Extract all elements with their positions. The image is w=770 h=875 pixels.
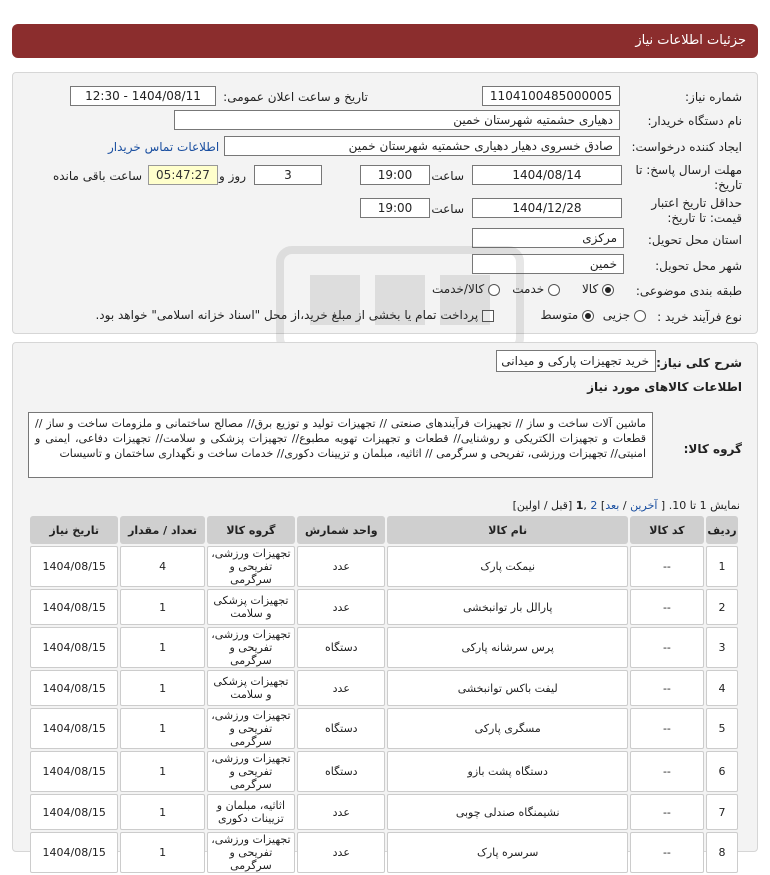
pager-page-1: 1 xyxy=(575,499,584,512)
table-row xyxy=(30,794,738,830)
validity-date-field: 1404/12/28 xyxy=(472,198,622,218)
pager-first: اولین xyxy=(516,499,541,512)
radio-medium-label: متوسط xyxy=(540,308,579,322)
radio-goods-label: کالا xyxy=(581,282,599,296)
item-name: پارالل بار توانبخشی xyxy=(387,589,627,625)
validity-time-field: 19:00 xyxy=(360,198,430,218)
row-number: 2 xyxy=(706,589,738,625)
table-row xyxy=(30,627,738,668)
col-code: کد کالا xyxy=(630,516,704,544)
desc-field: خرید تجهیزات پارکی و میدانی xyxy=(496,350,656,372)
item-qty: 1 xyxy=(120,627,204,668)
pager-count: نمایش 1 تا 10. xyxy=(668,499,740,512)
city-field: خمین xyxy=(472,254,624,274)
item-group: تجهیزات ورزشی، تفریحی و سرگرمی xyxy=(207,708,295,749)
table-row xyxy=(30,832,738,873)
item-date: 1404/08/15 xyxy=(30,589,118,625)
item-unit: عدد xyxy=(297,832,385,873)
item-unit: دستگاه xyxy=(297,627,385,668)
process-partial-option[interactable] xyxy=(603,308,646,322)
row-number: 5 xyxy=(706,708,738,749)
payment-checkbox[interactable] xyxy=(482,310,494,322)
col-row: ردیف xyxy=(706,516,738,544)
item-date: 1404/08/15 xyxy=(30,751,118,792)
pager: نمایش 1 تا 10. [ آخرین / بعد] 2 ,1 [قبل / اولین] xyxy=(512,499,740,512)
col-name: نام کالا xyxy=(387,516,627,544)
item-name: لیفت باکس توانبخشی xyxy=(387,670,627,706)
table-row xyxy=(30,751,738,792)
item-qty: 1 xyxy=(120,794,204,830)
province-field: مرکزی xyxy=(472,228,624,248)
item-code: -- xyxy=(630,751,704,792)
pager-last[interactable]: آخرین xyxy=(630,499,658,512)
countdown-timer: 05:47:27 xyxy=(148,165,218,185)
item-code: -- xyxy=(630,794,704,830)
category-service-option[interactable] xyxy=(512,282,560,296)
item-qty: 1 xyxy=(120,670,204,706)
item-name: مسگری پارکی xyxy=(387,708,627,749)
item-date: 1404/08/15 xyxy=(30,670,118,706)
radio-partial-label: جزیی xyxy=(602,308,631,322)
col-qty: تعداد / مقدار xyxy=(120,516,204,544)
days-label: روز و xyxy=(219,169,246,183)
item-qty: 1 xyxy=(120,708,204,749)
item-code: -- xyxy=(630,546,704,587)
days-field: 3 xyxy=(254,165,322,185)
row-number: 7 xyxy=(706,794,738,830)
radio-both-label: کالا/خدمت xyxy=(431,282,485,296)
item-name: سرسره پارک xyxy=(387,832,627,873)
row-number: 1 xyxy=(706,546,738,587)
item-name: نشیمنگاه صندلی چوبی xyxy=(387,794,627,830)
table-row xyxy=(30,589,738,625)
col-unit: واحد شمارش xyxy=(297,516,385,544)
need-no-field: 1104100485000005 xyxy=(482,86,620,106)
item-group: تجهیزات ورزشی، تفریحی و سرگرمی xyxy=(207,546,295,587)
announce-field: 1404/08/11 - 12:30 xyxy=(70,86,216,106)
item-date: 1404/08/15 xyxy=(30,708,118,749)
item-unit: عدد xyxy=(297,794,385,830)
desc-label: شرح کلی نیاز: xyxy=(656,356,742,370)
item-code: -- xyxy=(630,670,704,706)
item-name: پرس سرشانه پارکی xyxy=(387,627,627,668)
radio-both[interactable] xyxy=(488,284,500,296)
item-qty: 1 xyxy=(120,751,204,792)
item-group: تجهیزات پزشکی و سلامت xyxy=(207,589,295,625)
deadline-label: مهلت ارسال پاسخ: تا xyxy=(635,163,742,177)
item-qty: 1 xyxy=(120,589,204,625)
page-header xyxy=(12,24,758,58)
item-group: تجهیزات ورزشی، تفریحی و سرگرمی xyxy=(207,627,295,668)
item-group: اثاثیه، مبلمان و تزیینات دکوری xyxy=(207,794,295,830)
item-qty: 1 xyxy=(120,832,204,873)
process-label: نوع فرآیند خرید : xyxy=(657,310,742,324)
deadline-label-date: تاریخ: xyxy=(714,178,742,192)
table-row xyxy=(30,708,738,749)
validity-time-label: ساعت xyxy=(431,202,464,216)
table-row xyxy=(30,546,738,587)
item-code: -- xyxy=(630,832,704,873)
item-date: 1404/08/15 xyxy=(30,832,118,873)
payment-option[interactable] xyxy=(95,308,494,322)
item-date: 1404/08/15 xyxy=(30,627,118,668)
row-number: 6 xyxy=(706,751,738,792)
table-row xyxy=(30,670,738,706)
col-group: گروه کالا xyxy=(207,516,295,544)
deadline-time-field: 19:00 xyxy=(360,165,430,185)
row-number: 3 xyxy=(706,627,738,668)
buyer-contact-link[interactable]: اطلاعات تماس خریدار xyxy=(108,140,220,154)
need-no-label: شماره نیاز: xyxy=(685,90,742,104)
item-unit: عدد xyxy=(297,589,385,625)
goods-table xyxy=(28,514,740,875)
radio-service-label: خدمت xyxy=(512,282,545,296)
category-label: طبقه بندی موضوعی: xyxy=(635,284,742,298)
item-date: 1404/08/15 xyxy=(30,794,118,830)
validity-label-date: قیمت: تا تاریخ: xyxy=(667,211,742,225)
deadline-date-field: 1404/08/14 xyxy=(472,165,622,185)
col-date: تاریخ نیاز xyxy=(30,516,118,544)
pager-page-2[interactable]: 2 xyxy=(590,499,598,512)
group-label: گروه کالا: xyxy=(683,442,742,456)
creator-field: صادق خسروی دهیار دهیاری حشمتیه شهرستان خمین xyxy=(224,136,620,156)
validity-label: حداقل تاریخ اعتبار xyxy=(651,196,742,210)
item-date: 1404/08/15 xyxy=(30,546,118,587)
category-goods-option[interactable] xyxy=(582,282,614,296)
group-field: ماشین آلات ساخت و ساز // تجهیزات فرآیندهای صنعتی // تجهیزات تولید و توزیع برق// مصالح ساختمانی و ملزومات ساخت و ساز // قطعات و تجهیزات الکتریکی و روشنایی// قطعات و تجهیزات تهویه مطبوع// تجهیزات پزشکی و سلامت// تجهیزات دفاعی، ایمنی و امنیتی// تجهیزات ورزشی، تفریحی و سرگرمی // اثاثیه، مبلمان و تزیینات دکوری// خدمات ساخت و نگهداری ساختمان و تاسیسات xyxy=(28,412,653,478)
item-unit: عدد xyxy=(297,546,385,587)
buyer-label: نام دستگاه خریدار: xyxy=(647,114,742,128)
announce-label: تاریخ و ساعت اعلان عمومی: xyxy=(223,90,368,104)
item-code: -- xyxy=(630,627,704,668)
item-code: -- xyxy=(630,589,704,625)
item-unit: عدد xyxy=(297,670,385,706)
item-name: نیمکت پارک xyxy=(387,546,627,587)
payment-note: پرداخت تمام یا بخشی از مبلغ خرید،از محل "اسناد خزانه اسلامی" خواهد بود. xyxy=(95,308,479,322)
goods-info-heading: اطلاعات کالاهای مورد نیاز xyxy=(587,380,742,394)
row-number: 8 xyxy=(706,832,738,873)
buyer-field: دهیاری حشمتیه شهرستان خمین xyxy=(174,110,620,130)
process-medium-option[interactable] xyxy=(540,308,594,322)
item-group: تجهیزات ورزشی، تفریحی و سرگرمی xyxy=(207,832,295,873)
item-group: تجهیزات ورزشی، تفریحی و سرگرمی xyxy=(207,751,295,792)
page-title: جزئیات اطلاعات نیاز xyxy=(635,33,746,48)
deadline-time-label: ساعت xyxy=(431,169,464,183)
radio-medium[interactable] xyxy=(582,310,594,322)
radio-service[interactable] xyxy=(548,284,560,296)
remaining-label: ساعت باقی مانده xyxy=(52,169,142,183)
item-qty: 4 xyxy=(120,546,204,587)
creator-label: ایجاد کننده درخواست: xyxy=(631,140,742,154)
pager-next[interactable]: بعد xyxy=(605,499,620,512)
province-label: استان محل تحویل: xyxy=(647,233,742,247)
item-unit: دستگاه xyxy=(297,751,385,792)
radio-goods[interactable] xyxy=(602,284,614,296)
row-number: 4 xyxy=(706,670,738,706)
item-name: دستگاه پشت بازو xyxy=(387,751,627,792)
table-header-row xyxy=(30,516,738,544)
city-label: شهر محل تحویل: xyxy=(655,259,742,273)
pager-prev: قبل xyxy=(551,499,568,512)
item-code: -- xyxy=(630,708,704,749)
item-unit: دستگاه xyxy=(297,708,385,749)
radio-partial[interactable] xyxy=(634,310,646,322)
category-both-option[interactable] xyxy=(432,282,500,296)
item-group: تجهیزات پزشکی و سلامت xyxy=(207,670,295,706)
